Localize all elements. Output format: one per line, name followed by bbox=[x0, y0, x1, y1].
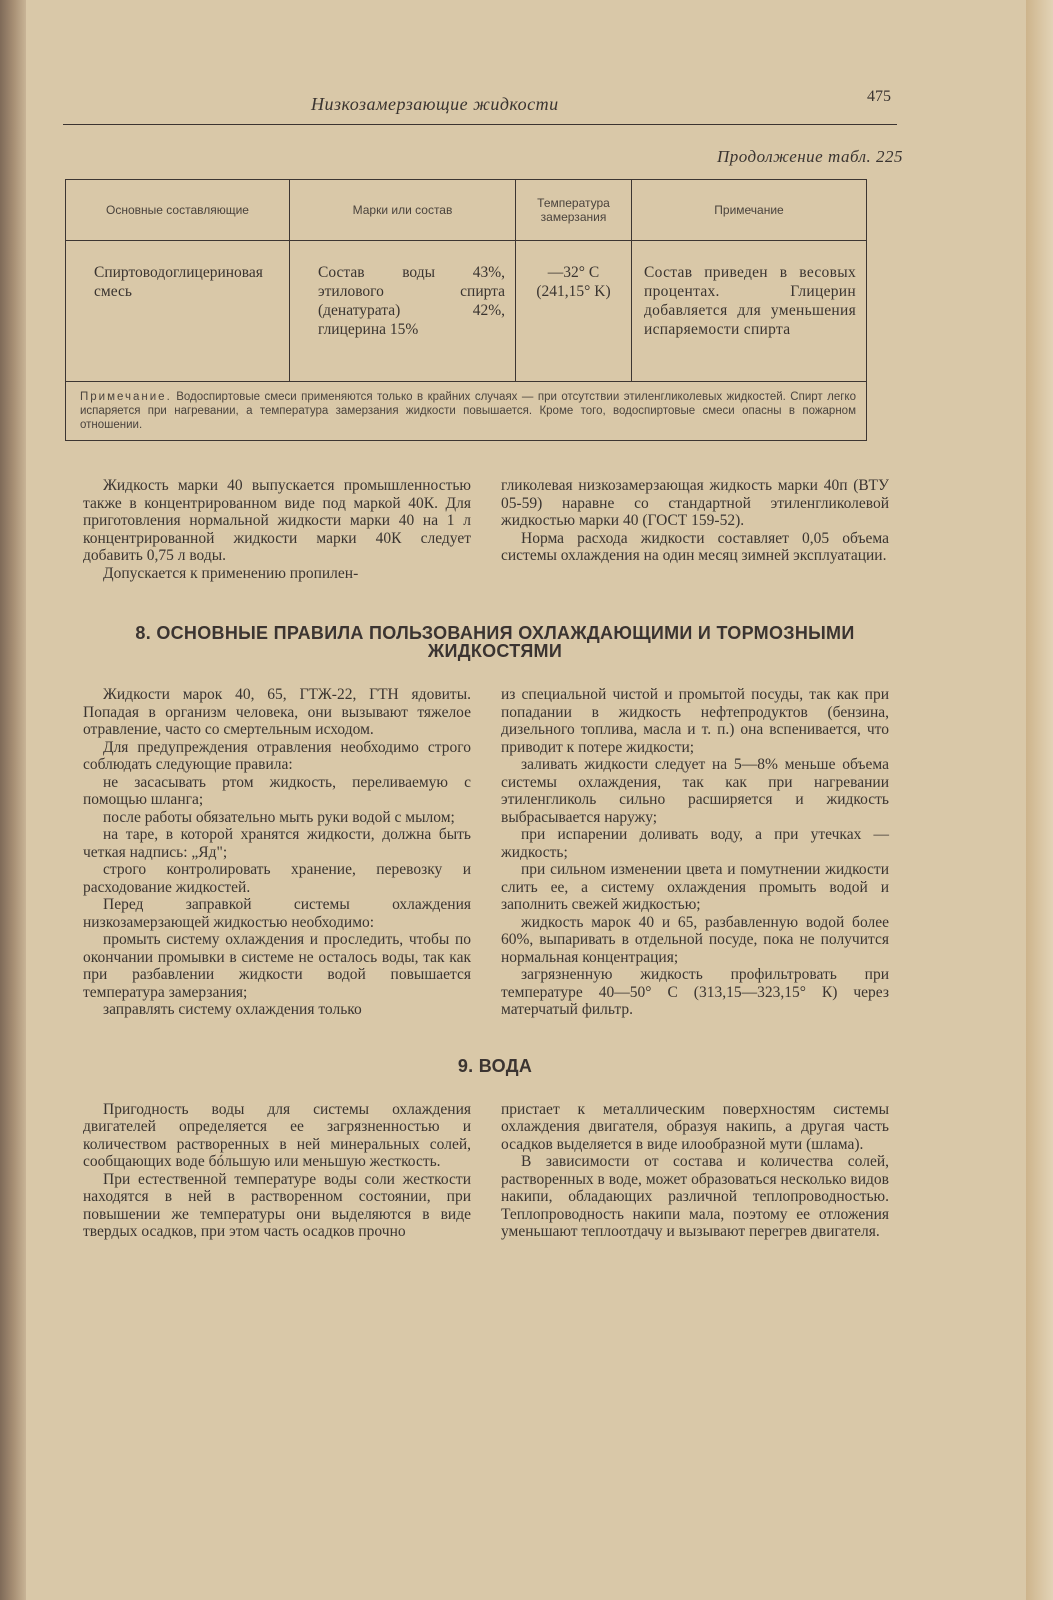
list-item: при сильном изменении цвета и помутнении жидкости слить ее, а систему охлаждения промыть водой и заполнить свежей жидкостью; bbox=[501, 861, 889, 913]
paragraph: гликолевая низкозамерзающая жидкость марки 40п (ВТУ 05-59) наравне со стандартной этиленгликолевой жидкостью марки 40 (ГОСТ 159-52). bbox=[501, 477, 889, 529]
column-header-temperature: Температура замерзания bbox=[516, 180, 632, 240]
table-row bbox=[66, 241, 866, 382]
list-item: заливать жидкости следует на 5—8% меньше объема системы охлаждения, так как при нагревании этиленгликоль сильно расширяется и жидкость выбрасывается наружу; bbox=[501, 756, 889, 826]
list-item: промыть систему охлаждения и проследить, чтобы по окончании промывки в системе не осталось воды, так как при разбавлении жидкости водой повышается температура замерзания; bbox=[83, 931, 471, 1001]
list-item: не засасывать ртом жидкость, переливаемую с помощью шланга; bbox=[83, 773, 471, 808]
section-8-right-column bbox=[501, 686, 889, 1019]
section-9-title: 9. ВОДА bbox=[457, 1055, 533, 1076]
table-header bbox=[66, 180, 866, 241]
footnote-label: Примечание. bbox=[80, 391, 172, 403]
list-item: при испарении доливать воду, а при утечках — жидкость; bbox=[501, 826, 889, 861]
column-header-note: Примечание bbox=[714, 203, 784, 217]
column-header-brand: Марки или состав bbox=[290, 180, 516, 240]
page-edge bbox=[1026, 0, 1053, 1600]
list-item: жидкость марок 40 и 65, разбавленную водой более 60%, выпаривать в отдельной посуде, пока не получится нормальная концентрация; bbox=[501, 913, 889, 966]
book-page bbox=[26, 0, 1026, 1600]
cell-composition: Состав воды 43%, этилового спирта (денатурата) 42%, глицерина 15% bbox=[290, 241, 516, 381]
book-gutter bbox=[0, 0, 26, 1600]
column-header-components: Основные составляющие bbox=[66, 180, 290, 240]
running-head bbox=[63, 84, 897, 125]
cell-note: Состав приведен в весовых процентах. Глицерин добавляется для уменьшения испаряемости спирта bbox=[644, 264, 856, 338]
paragraph: Допускается к применению пропилен- bbox=[103, 564, 359, 582]
section-9-right-column bbox=[501, 1101, 889, 1241]
table-caption: Продолжение табл. 225 bbox=[716, 147, 903, 166]
list-item: из специальной чистой и промытой посуды, так как при попадании в жидкость нефтепродуктов (бензина, дизельного топлива, масла и т. п.) она вспенивается, что приводит к потере жидкости; bbox=[501, 686, 889, 756]
running-title: Низкозамерзающие жидкости bbox=[311, 94, 559, 114]
page-content bbox=[63, 84, 903, 1241]
paragraph: Пригодность воды для системы охлаждения двигателей определяется ее загрязненностью и количеством растворенных в ней минеральных солей, сообщающих воде бóльшую или меньшую жесткость. bbox=[83, 1100, 471, 1170]
data-table bbox=[65, 179, 867, 441]
paragraph: Для предупреждения отравления необходимо строго соблюдать следующие правила: bbox=[83, 738, 471, 773]
paragraph: Норма расхода жидкости составляет 0,05 объема системы охлаждения на один месяц зимней эксплуатации. bbox=[501, 529, 889, 564]
paragraph: В зависимости от состава и количества солей, растворенных в воде, может образоваться несколько видов накипи, обладающих различной теплопроводностью. Теплопроводность накипи мала, поэтому ее отложения уменьшают теплоотдачу и вызывают перегрев двигателя. bbox=[501, 1153, 889, 1240]
section-8-body bbox=[83, 686, 897, 1019]
paragraph: Жидкости марок 40, 65, ГТЖ-22, ГТН ядовиты. Попадая в организм человека, они вызывают тяжелое отравление, часто со смертельным исходом. bbox=[83, 686, 471, 738]
list-item: строго контролировать хранение, перевозку и расходование жидкостей. bbox=[83, 861, 471, 896]
paragraph: Перед заправкой системы охлаждения низкозамерзающей жидкостью необходимо: bbox=[83, 896, 471, 931]
intro-left-column bbox=[83, 477, 471, 582]
paragraph: При естественной температуре воды соли жесткости находятся в ней в растворенном состоянии, при повышении же температуры они выделяются в виде твердых осадков, при этом часть осадков прочно bbox=[83, 1170, 471, 1240]
paragraph: Жидкость марки 40 выпускается промышленностью также в концентрированном виде под маркой 40К. Для приготовления нормальной жидкости марки 40 на 1 л концентрированной жидкости марки 40К следует добавить 0,75 л воды. bbox=[83, 477, 471, 564]
list-item: загрязненную жидкость профильтровать при температуре 40—50° С (313,15—323,15° К) через матерчатый фильтр. bbox=[501, 966, 889, 1018]
intro-right-column bbox=[501, 477, 889, 582]
paragraph: пристает к металлическим поверхностям системы охлаждения двигателя, образуя накипь, а другая часть осадков выделяется в виде илообразной мути (шлама). bbox=[501, 1100, 889, 1153]
cell-temperature: —32° C (241,15° K) bbox=[516, 241, 632, 381]
list-item: заправлять систему охлаждения только bbox=[103, 1001, 362, 1018]
footnote-text: Водоспиртовые смеси применяются только в крайних случаях — при отсутствии этиленгликолевых жидкостей. Спирт легко испаряется при нагревании, а температура замерзания жидкости повышается. Кроме того, водоспиртовые смеси опасны в пожарном отношении. bbox=[80, 391, 856, 431]
list-item: после работы обязательно мыть руки водой с мылом; bbox=[103, 808, 455, 826]
intro-text bbox=[83, 477, 897, 582]
list-item: на таре, в которой хранятся жидкости, должна быть четкая надпись: „Яд"; bbox=[83, 826, 471, 861]
section-8-left-column bbox=[83, 686, 471, 1019]
section-9-body bbox=[83, 1101, 897, 1241]
page-number: 475 bbox=[867, 88, 891, 105]
cell-component: Спиртоводоглицериновая смесь bbox=[66, 241, 290, 381]
section-8-title: 8. ОСНОВНЫЕ ПРАВИЛА ПОЛЬЗОВАНИЯ ОХЛАЖДАЮЩИМИ И ТОРМОЗНЫМИ ЖИДКОСТЯМИ bbox=[135, 623, 855, 661]
table-footnote bbox=[66, 382, 866, 440]
section-9-left-column bbox=[83, 1101, 471, 1241]
